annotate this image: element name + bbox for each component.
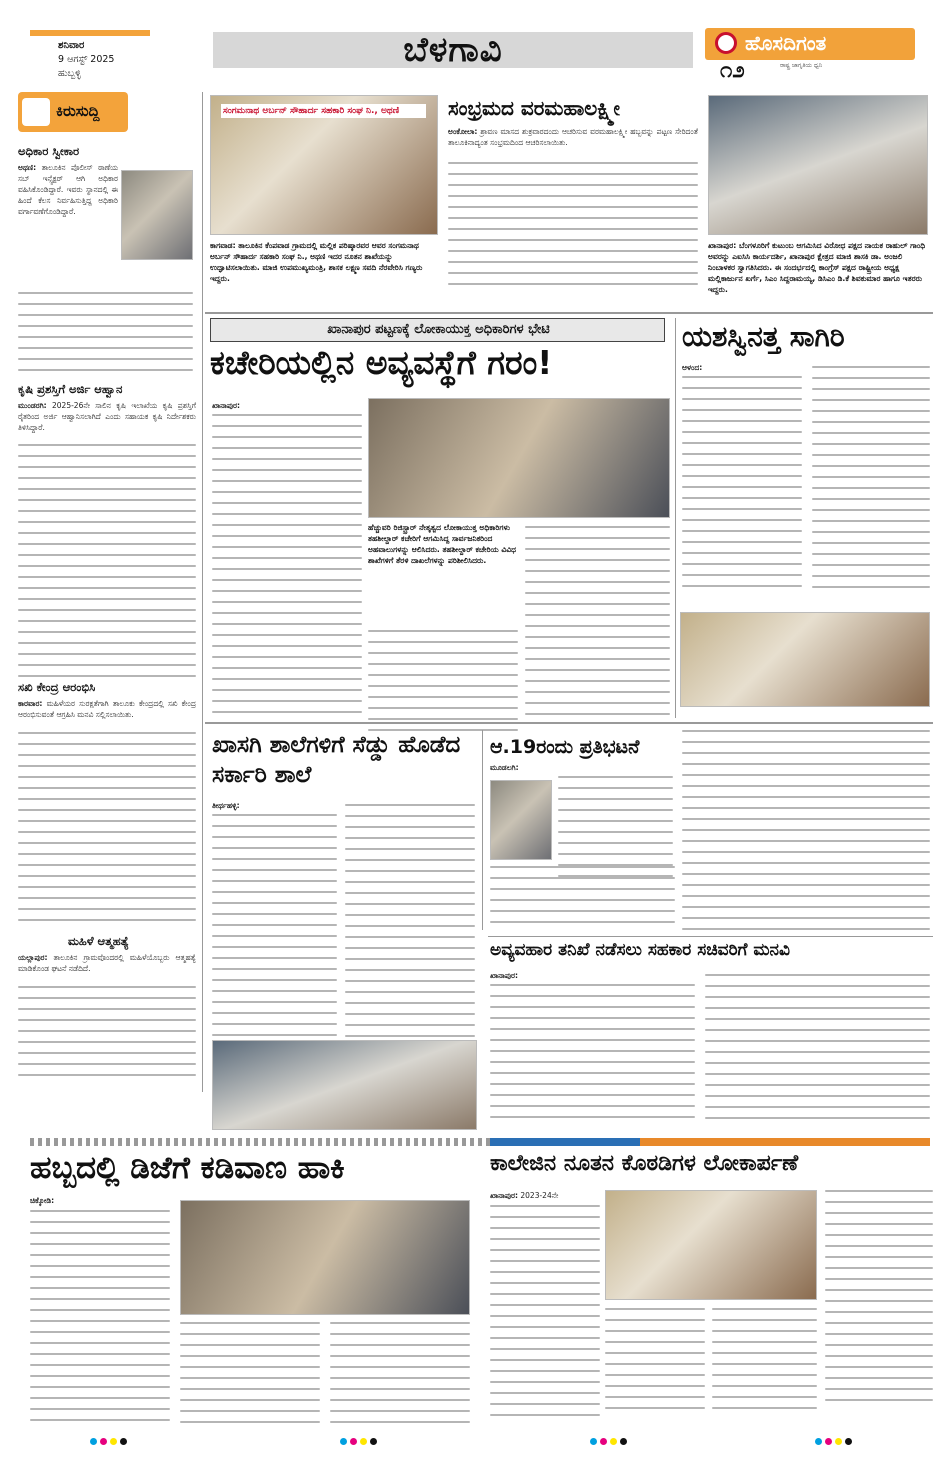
khasagi-dateline: ತೀರ್ಥಹಳ್ಳಿ:	[212, 801, 240, 810]
rahul-gandhi-photo	[708, 95, 928, 235]
sangamanatha-caption: ಕಾಗವಾಡ: ತಾಲೂಕಿನ ಕೆಂಪವಾಡ ಗ್ರಾಮದಲ್ಲಿ ಮಲ್ಲಿಕ ಪರಿಷ್ಕಾರವರ ಆವರ ಸಂಗಮನಾಥ ಅರ್ಬನ್ ಸೌಹಾರ್ದ ಸಹಕಾರಿ ಸಂಘ ನಿ., ಅಥಣಿ ಇದರ ನೂತನ ಶಾಖೆಯನ್ನು ಉದ್ಘಾಟಿಸಲಾಯಿತು. ಮಾಜಿ ಉಪಮುಖ್ಯಮಂತ್ರಿ, ಶಾಸಕ ಲಕ್ಷ್ಮಣ ಸವದಿ ನೆರವೇರಿಸಿ ಗಣ್ಯರು ಇದ್ದರು.	[210, 241, 423, 283]
page-number: ೧೨	[720, 58, 745, 83]
yashasvi-photo	[680, 612, 930, 707]
appeal-dateline: ಖಾನಾಪುರ:	[490, 971, 518, 980]
kiru-title-2: ಕೃಷಿ ಪ್ರಶಸ್ತಿಗೆ ಅರ್ಜಿ ಆಹ್ವಾನ	[18, 382, 123, 396]
brand-logo	[705, 28, 915, 60]
issue-date: 9 ಆಗಸ್ಟ್ 2025	[58, 54, 115, 65]
kiru-text-3: ಕಾರವಾರ: ಮಹಿಳೆಯರ ಸುರಕ್ಷತೆಗಾಗಿ ತಾಲೂಕು ಕೇಂದ್ರದಲ್ಲಿ ಸಖಿ ಕೇಂದ್ರ ಆರಂಭಿಸುವಂತೆ ಆಗ್ರಹಿಸಿ ಮನವಿ ಸಲ್ಲಿಸಲಾಯಿತು.	[18, 699, 197, 719]
sangamanatha-photo	[210, 95, 438, 235]
logo-icon	[715, 32, 737, 54]
lokayukta-caption: ಹೆಚ್ಚುವರಿ ರಿಜಿಸ್ಟ್ರಾರ್ ನೇತೃತ್ವದ ಲೋಕಾಯುಕ್ತ ಅಧಿಕಾರಿಗಳು ತಹಶೀಲ್ದಾರ್ ಕಚೇರಿಗೆ ಆಗಮಿಸಿದ್ದ ಸಾರ್ವಜನಿಕರಿಂದ ಅಹವಾಲುಗಳನ್ನು ಆಲಿಸಿದರು. ತಹಶೀಲ್ದಾರ್ ಕಚೇರಿಯ ವಿವಿಧ ಶಾಖೆಗಳಿಗೆ ತೆರಳಿ ದಾಖಲೆಗಳನ್ನು ಪರಿಶೀಲಿಸಿದರು.	[368, 523, 517, 565]
college-photo	[605, 1190, 817, 1300]
brand-name: ಹೊಸದಿಗಂತ	[745, 31, 827, 55]
kiru-title-1: ಅಧಿಕಾರ ಸ್ವೀಕಾರ	[18, 144, 80, 158]
brand-tagline: ರಾಷ್ಟ್ರ ಜಾಗೃತಿಯ ಧ್ವನಿ	[780, 62, 823, 69]
lokayukta-photo	[368, 398, 670, 518]
kiru-title-3: ಸಖಿ ಕೇಂದ್ರ ಆರಂಭಿಸಿ	[18, 680, 96, 694]
varamahalakshmi-text: ಅಂಕೋಲಾ: ಶ್ರಾವಣ ಮಾಸದ ಶುಕ್ರವಾರದಂದು ಆಚರಿಸುವ ವರಮಹಾಲಕ್ಷ್ಮೀ ಹಬ್ಬವನ್ನು ಪಟ್ಟಣ ಸೇರಿದಂತೆ ತಾಲೂಕಿನಾದ್ಯಂತ ಸಂಭ್ರಮದಿಂದ ಆಚರಿಸಲಾಯಿತು.	[448, 127, 698, 147]
kirusuddi-badge	[18, 92, 128, 132]
masthead	[0, 0, 945, 88]
yashasvi-headline: ಯಶಸ್ವಿನತ್ತ ಸಾಗಿರಿ	[682, 320, 845, 353]
lokayukta-dateline: ಖಾನಾಪುರ:	[212, 401, 240, 410]
college-headline: ಕಾಲೇಜಿನ ನೂತನ ಕೊಠಡಿಗಳ ಲೋಕಾರ್ಪಣೆ	[490, 1151, 799, 1176]
lokayukta-kicker: ಖಾನಾಪುರ ಪಟ್ಟಣಕ್ಕೆ ಲೋಕಾಯುಕ್ತ ಅಧಿಕಾರಿಗಳ ಭೇಟಿ	[327, 322, 550, 337]
issue-city: ಹುಬ್ಬಳ್ಳಿ	[58, 68, 81, 79]
dj-headline: ಹಬ್ಬದಲ್ಲಿ ಡಿಜೆಗೆ ಕಡಿವಾಣ ಹಾಕಿ	[30, 1150, 345, 1186]
kiru-text-1: ಅಥಣಿ: ತಾಲೂಕಿನ ಪೊಲೀಸ್ ಠಾಣೆಯ ಸಬ್ ಇನ್ಸ್ಪೆಕ್ಟರ್ ಆಗಿ ಅಧಿಕಾರ ವಹಿಸಿಕೊಂಡಿದ್ದಾರೆ. ಇವರು ಸ್ಥಾನದಲ್ಲಿ ಈ ಹಿಂದೆ ಕೆಲಸ ನಿರ್ವಹಿಸುತ್ತಿದ್ದ ಅಧಿಕಾರಿ ವರ್ಗಾವಣೆಗೊಂಡಿದ್ದಾರೆ.	[18, 163, 118, 216]
college-dateline: ಖಾನಾಪುರ: 2023-24ನೇ	[490, 1191, 559, 1200]
protest-dateline: ಮೂಡಲಗಿ:	[490, 763, 519, 772]
kirusuddi-column	[18, 92, 198, 1092]
yashasvi-dateline: ಆಳಂದ:	[682, 363, 703, 372]
lokayukta-headline: ಕಚೇರಿಯಲ್ಲಿನ ಅವ್ಯವಸ್ಥೆಗೆ ಗರಂ!	[210, 343, 553, 382]
kiru-text-4: ಯಲ್ಲಾಪುರ: ತಾಲೂಕಿನ ಗ್ರಾಮವೊಂದರಲ್ಲಿ ಮಹಿಳೆಯೊಬ್ಬರು ಆತ್ಮಹತ್ಯೆ ಮಾಡಿಕೊಂಡ ಘಟನೆ ನಡೆದಿದೆ.	[18, 953, 196, 973]
kiru-title-4: ಮಹಿಳೆ ಆತ್ಮಹತ್ಯೆ	[68, 934, 129, 948]
finger-icon	[22, 98, 50, 126]
appeal-headline: ಅವ್ಯವಹಾರ ತನಿಖೆ ನಡೆಸಲು ಸಹಕಾರ ಸಚಿವರಿಗೆ ಮನವಿ	[490, 940, 790, 960]
lokayukta-kicker-box	[210, 318, 665, 342]
kiru-text-2: ಮುಂಡರಗಿ: 2025-26ನೇ ಸಾಲಿನ ಕೃಷಿ ಇಲಾಖೆಯ ಕೃಷಿ ಪ್ರಶಸ್ತಿಗೆ ರೈತರಿಂದ ಅರ್ಜಿ ಆಹ್ವಾನಿಸಲಾಗಿದೆ ಎಂದು ಸಹಾಯಕ ಕೃಷಿ ನಿರ್ದೇಶಕರು ತಿಳಿಸಿದ್ದಾರೆ.	[18, 401, 196, 432]
issue-day: ಶನಿವಾರ	[58, 40, 85, 51]
dj-meeting-photo	[180, 1200, 470, 1315]
protest-headline: ಆ.19ರಂದು ಪ್ರತಿಭಟನೆ	[490, 736, 640, 758]
kirusuddi-label: ಕಿರುಸುದ್ದಿ	[56, 102, 100, 120]
protest-person-photo	[490, 780, 552, 860]
officer-photo	[121, 170, 193, 260]
rahul-gandhi-caption: ಖಾನಾಪುರ: ಬೆಂಗಳೂರಿಗೆ ಕುಟುಂಬ ಆಗಮಿಸಿದ ವಿರೋಧ ಪಕ್ಷದ ನಾಯಕ ರಾಹುಲ್ ಗಾಂಧಿ ಅವರನ್ನು ಎಐಸಿಸಿ ಕಾರ್ಯದರ್ಶಿ, ಖಾನಾಪುರ ಕ್ಷೇತ್ರದ ಮಾಜಿ ಶಾಸಕಿ ಡಾ. ಅಂಜಲಿ ನಿಂಬಾಳಕರ ಸ್ವಾಗತಿಸಿದರು. ಈ ಸಂದರ್ಭದಲ್ಲಿ ಕಾಂಗ್ರೆಸ್ ಪಕ್ಷದ ರಾಷ್ಟ್ರೀಯ ಅಧ್ಯಕ್ಷ ಮಲ್ಲಿಕಾರ್ಜುನ ಖರ್ಗೆ, ಸಿಎಂ ಸಿದ್ದರಾಮಯ್ಯ, ಡಿಸಿಎಂ ಡಿ.ಕೆ ಶಿವಕುಮಾರ ಹಾಗೂ ಇತರರು ಇದ್ದರು.	[708, 241, 926, 294]
banner-text: ಸಂಗಮನಾಥ ಅರ್ಬನ್ ಸೌಹಾರ್ದ ಸಹಕಾರಿ ಸಂಘ ನಿ., ಅಥಣಿ	[221, 104, 426, 118]
varamahalakshmi-headline: ಸಂಭ್ರಮದ ವರಮಹಾಲಕ್ಷ್ಮೀ	[448, 96, 620, 120]
school-photo	[212, 1040, 477, 1130]
dj-dateline: ಚಿಕ್ಕೋಡಿ:	[30, 1196, 55, 1205]
khasagi-headline: ಖಾಸಗಿ ಶಾಲೆಗಳಿಗೆ ಸೆಡ್ಡು ಹೊಡೆದ ಸರ್ಕಾರಿ ಶಾಲೆ	[212, 732, 461, 788]
registration-marks	[90, 1438, 850, 1448]
section-title: ಬೆಳಗಾವಿ	[403, 30, 503, 70]
